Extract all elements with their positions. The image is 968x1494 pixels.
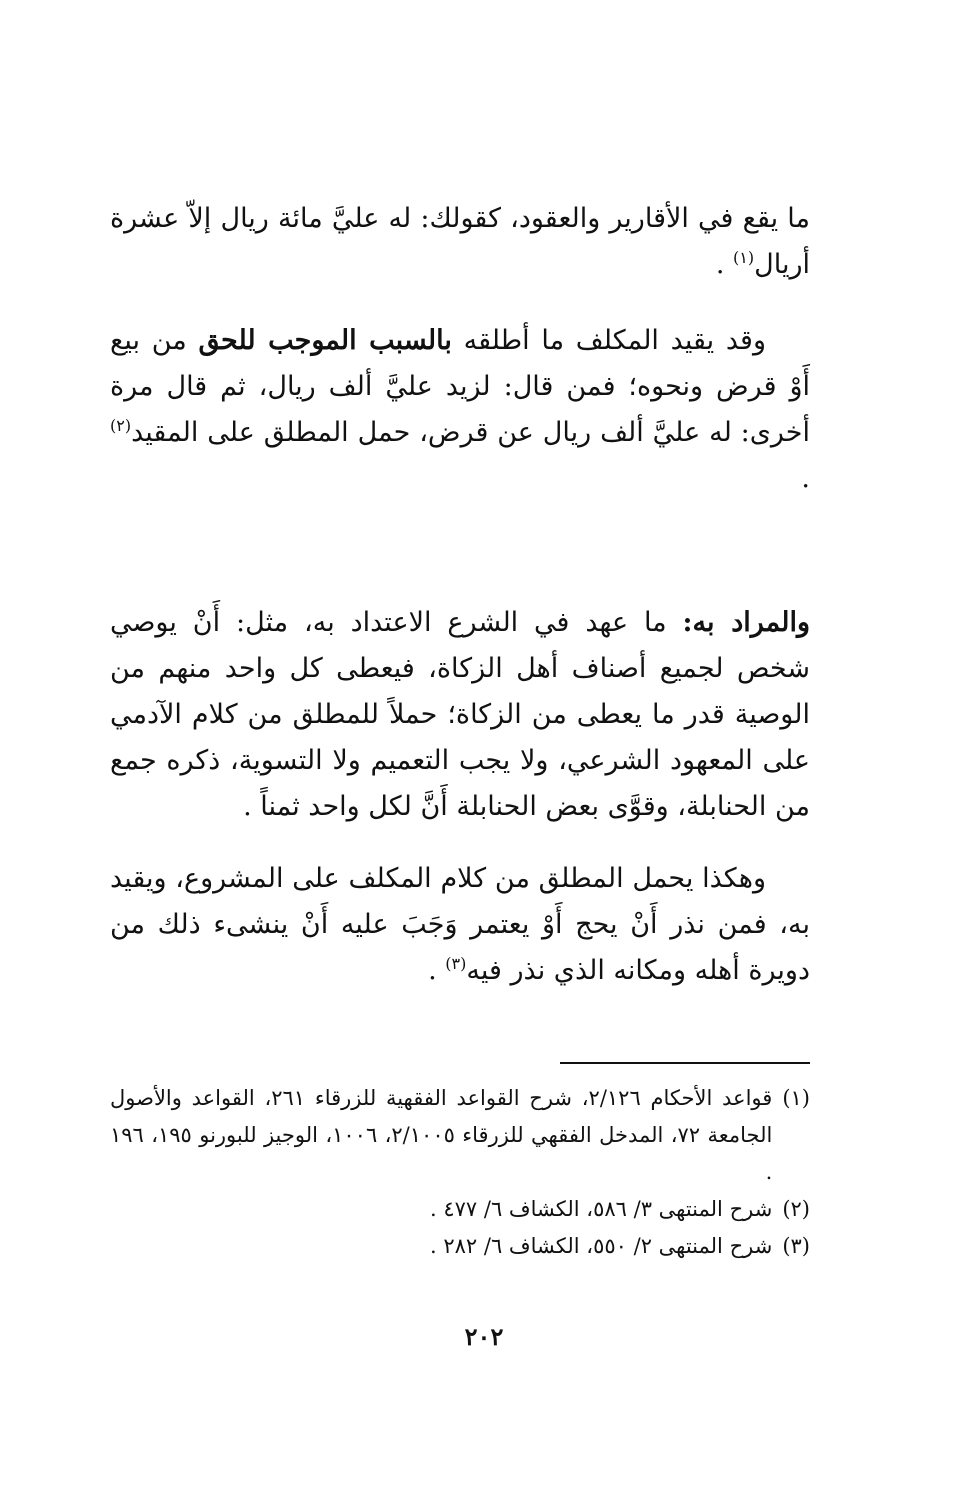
footnote-ref-3[interactable]: (٣): [445, 954, 467, 973]
footnote-ref-2[interactable]: (٢): [110, 416, 132, 435]
paragraph-2: [110, 318, 810, 502]
page-number: ٢٠٢: [464, 1322, 504, 1351]
paragraph-2-end: .: [801, 463, 810, 494]
paragraph-1-end: .: [715, 249, 733, 280]
footnote-3: [110, 1228, 810, 1265]
footnote-3-marker: (٣): [782, 1234, 810, 1258]
footnote-1-marker: (١): [782, 1086, 810, 1110]
paragraph-4-text: وهكذا يحمل المطلق من كلام المكلف على المشروع، ويقيد به، فمن نذر أَنْ يحج أَوْ يعتمر وَجَبَ عليه أَنْ ينشىء ذلك من دويرة أهله ومكانه الذي نذر فيه: [110, 863, 810, 986]
paragraph-2-part1: وقد يقيد المكلف ما أطلقه: [451, 325, 766, 356]
footnote-ref-1[interactable]: (١): [733, 248, 755, 267]
paragraph-3-text: ما عهد في الشرع الاعتداد به، مثل: أَنْ يوصي شخص لجميع أصناف أهل الزكاة، فيعطى كل واحد منهم من الوصية قدر ما يعطى من الزكاة؛ حملاً للمطلق من كلام الآدمي على المعهود الشرعي، ولا يجب التعميم ولا التسوية، ذكره جمع من الحنابلة، وقوَّى بعض الحنابلة أَنَّ لكل واحد ثمناً .: [110, 607, 810, 822]
paragraph-1: [110, 196, 810, 288]
section-heading: [110, 528, 810, 574]
paragraph-2-part2: من بيع أَوْ قرض ونحوه؛ فمن قال: لزيد عليَّ ألف ريال، ثم قال مرة أخرى: له عليَّ ألف ريال عن قرض، حمل المطلق على المقيد: [110, 325, 810, 448]
main-text: [110, 196, 810, 994]
paragraph-4-end: .: [428, 955, 446, 986]
footnote-2: [110, 1191, 810, 1228]
paragraph-2-bold-term: بالسبب الموجب للحق: [198, 325, 452, 356]
footnote-3-text: شرح المنتهى ٢/ ٥٥٠، الكشاف ٦/ ٢٨٢ .: [429, 1234, 773, 1258]
footnote-2-text: شرح المنتهى ٣/ ٥٨٦، الكشاف ٦/ ٤٧٧ .: [429, 1197, 773, 1221]
paragraph-4: [110, 856, 810, 994]
footnote-1: [110, 1080, 810, 1191]
paragraph-3-lead: والمراد به:: [682, 607, 810, 638]
footnote-2-marker: (٢): [782, 1197, 810, 1221]
footnotes: [110, 1080, 810, 1265]
paragraph-3: [110, 600, 810, 830]
paragraph-1-text: ما يقع في الأقارير والعقود، كقولك: له عليَّ مائة ريال إلاّ عشرة أريال: [110, 203, 810, 280]
footnote-1-text: قواعد الأحكام ٢/١٢٦، شرح القواعد الفقهية للزرقاء ٢٦١، القواعد والأصول الجامعة ٧٢، المدخل الفقهي للزرقاء ٢/١٠٠٥، ١٠٠٦، الوجيز للبورنو ١٩٥، ١٩٦ .: [110, 1086, 773, 1184]
footnote-divider: [560, 1062, 810, 1064]
